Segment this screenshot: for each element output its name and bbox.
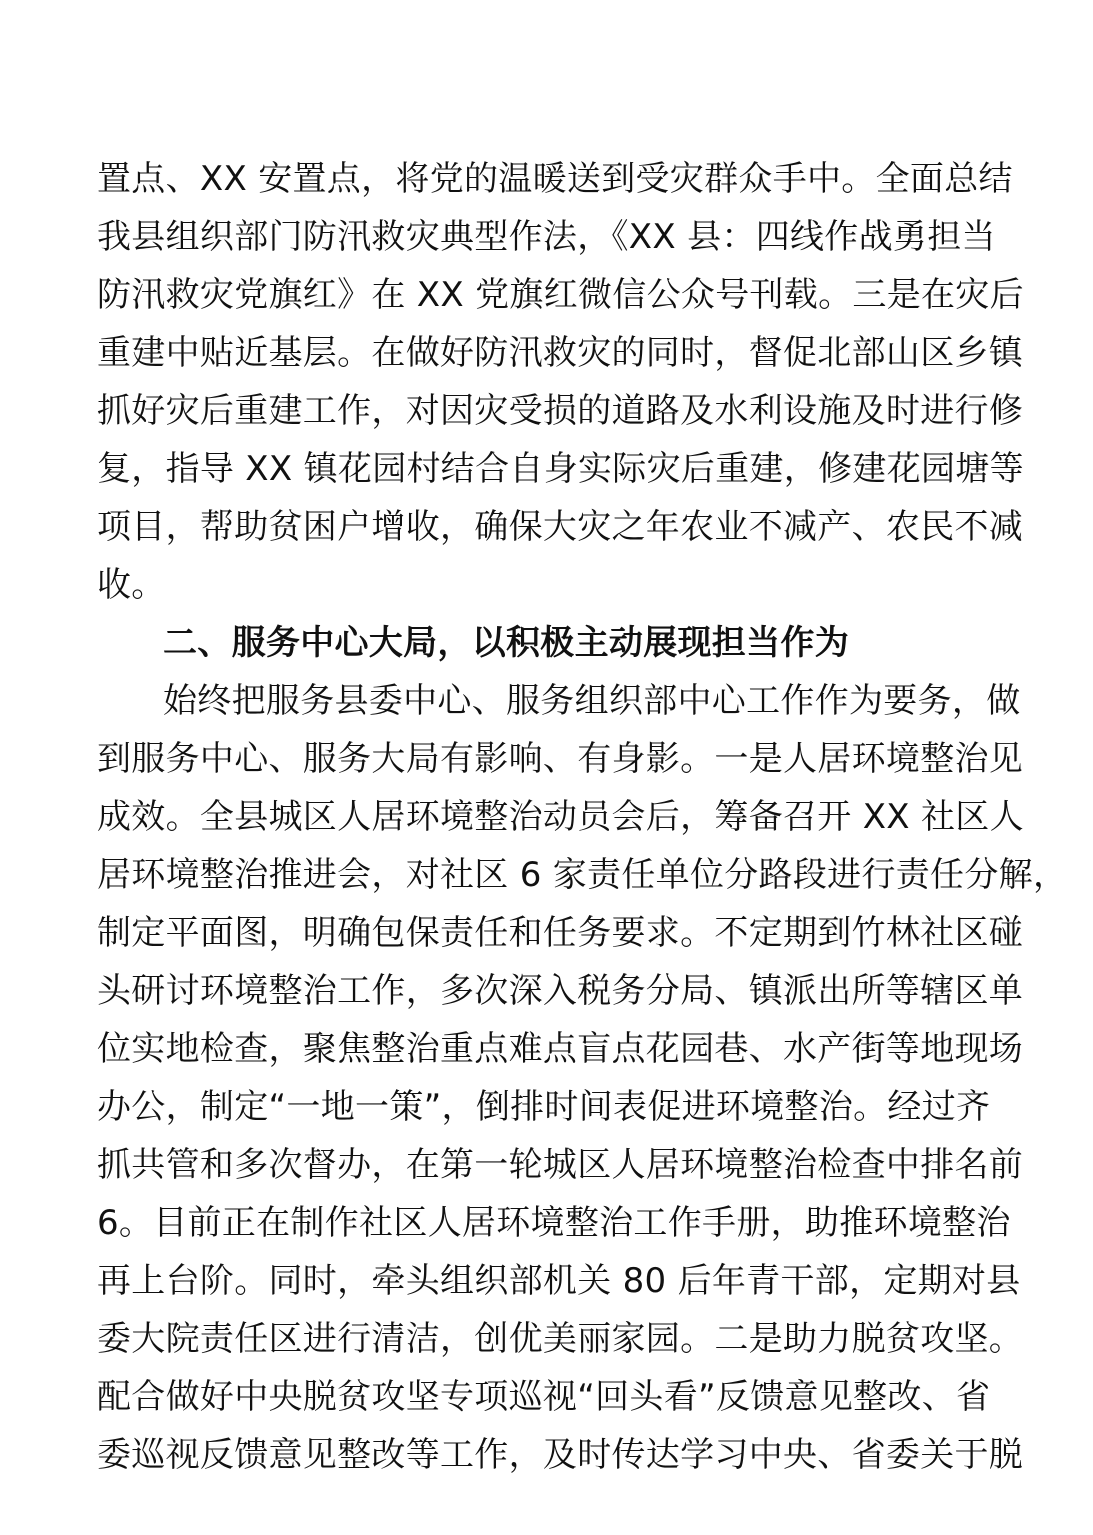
- text-line: 办公，制定“一地一策”，倒排时间表促进环境整治。经过齐: [97, 1087, 991, 1127]
- text-line: 配合做好中央脱贫攻坚专项巡视“回头看”反馈意见整改、省: [97, 1377, 991, 1417]
- text-line: 成效。全县城区人居环境整治动员会后，筹备召开 XX 社区人: [97, 797, 1024, 837]
- document-body: [97, 150, 1068, 1484]
- text-line: 6。目前正在制作社区人居环境整治工作手册，助推环境整治: [97, 1203, 1011, 1243]
- text-line: 制定平面图，明确包保责任和任务要求。不定期到竹林社区碰: [97, 913, 1024, 953]
- text-line: 收。: [97, 565, 166, 605]
- text-line: 居环境整治推进会，对社区 6 家责任单位分路段进行责任分解，: [97, 855, 1068, 895]
- text-line: 到服务中心、服务大局有影响、有身影。一是人居环境整治见: [97, 739, 1024, 779]
- text-line: 再上台阶。同时，牵头组织部机关 80 后年青干部，定期对县: [97, 1261, 1021, 1301]
- text-line: 委巡视反馈意见整改等工作，及时传达学习中央、省委关于脱: [97, 1435, 1024, 1475]
- text-line: 抓好灾后重建工作，对因灾受损的道路及水利设施及时进行修: [97, 391, 1024, 431]
- text-line: 置点、XX 安置点，将党的温暖送到受灾群众手中。全面总结: [97, 159, 1013, 199]
- text-line: 头研讨环境整治工作，多次深入税务分局、镇派出所等辖区单: [97, 971, 1024, 1011]
- text-line: 项目，帮助贫困户增收，确保大灾之年农业不减产、农民不减: [97, 507, 1024, 547]
- text-line: 位实地检查，聚焦整治重点难点盲点花园巷、水产街等地现场: [97, 1029, 1024, 1069]
- text-line: 抓共管和多次督办，在第一轮城区人居环境整治检查中排名前: [97, 1145, 1024, 1185]
- text-line: 重建中贴近基层。在做好防汛救灾的同时，督促北部山区乡镇: [97, 333, 1024, 373]
- text-line: 复，指导 XX 镇花园村结合自身实际灾后重建，修建花园塘等: [97, 449, 1024, 489]
- text-line: 委大院责任区进行清洁，创优美丽家园。二是助力脱贫攻坚。: [97, 1319, 1024, 1359]
- text-line: 防汛救灾党旗红》在 XX 党旗红微信公众号刊载。三是在灾后: [97, 275, 1024, 315]
- section-heading: 二、服务中心大局，以积极主动展现担当作为: [163, 623, 849, 663]
- text-line: 我县组织部门防汛救灾典型作法，《XX 县：四线作战勇担当: [97, 217, 996, 257]
- text-line: 始终把服务县委中心、服务组织部中心工作作为要务，做: [163, 681, 1021, 721]
